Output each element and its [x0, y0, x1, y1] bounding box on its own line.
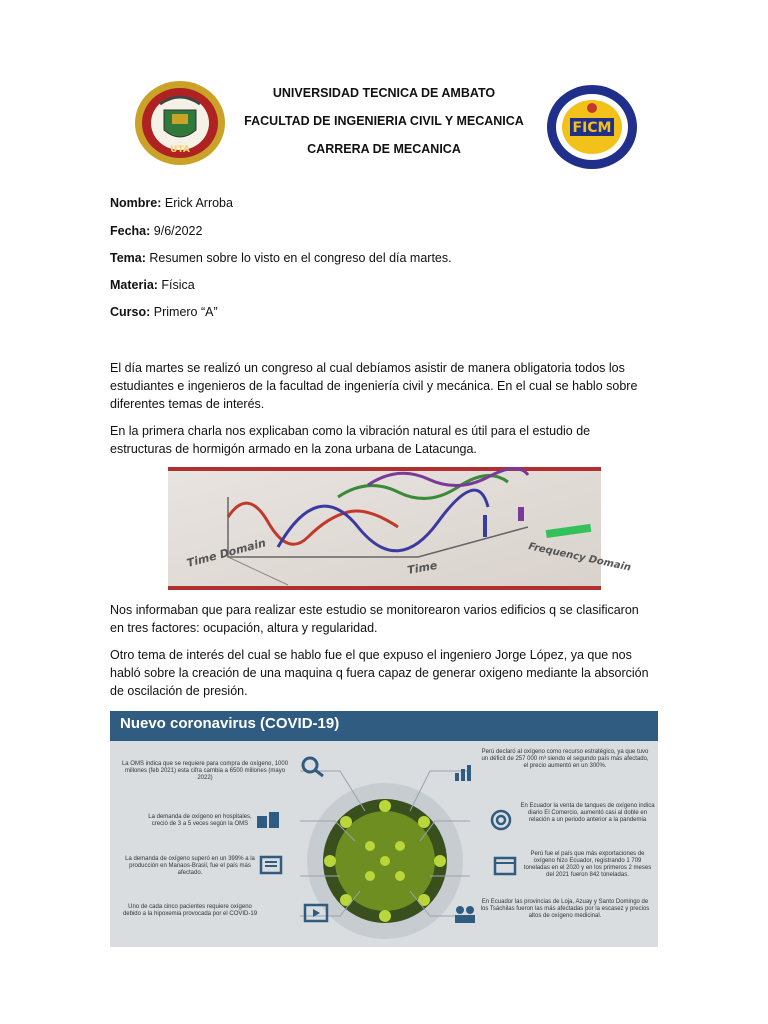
field-tema	[110, 251, 452, 265]
label-time-domain: Time Domain	[185, 536, 268, 570]
field-nombre-label: Nombre:	[110, 196, 162, 210]
ficm-seal-logo	[546, 84, 638, 170]
label-time: Time	[406, 558, 439, 577]
bar-chart-icon	[452, 761, 478, 783]
left-fact-2: La demanda de oxígeno en hospitales, creció de 3 a 5 veces según la OMS	[148, 814, 252, 827]
paragraph-first-talk: En la primera charla nos explicaban como la vibración natural es útil para el estudio de estructuras de hormigón armado en la zona urbana de Latacunga.	[110, 424, 591, 456]
right-fact-1: Perú declaró al oxígeno como recurso estratégico, ya que tuvo un déficit de 257 000 m³ siendo el segundo país más afectado, el precio aumentó en un 300%.	[481, 749, 649, 769]
hospital-staff-icon	[255, 808, 281, 830]
calendar-icon	[492, 854, 518, 876]
field-curso-label: Curso:	[110, 305, 151, 319]
ficm-seal-abbrev: FICM	[572, 120, 612, 136]
field-tema-value: Resumen sobre lo visto en el congreso del día martes.	[145, 251, 452, 265]
left-fact-4: Uno de cada cinco pacientes requiere oxígeno debido a la hipoxemia provocada por el COVID-19	[122, 904, 258, 917]
field-fecha	[110, 224, 202, 238]
magnifier-search-icon	[300, 755, 326, 777]
document-pages-icon	[258, 854, 284, 876]
right-fact-2: En Ecuador la venta de tanques de oxígeno indica diario El Comercio, aumentó casi al doble en relación a un periodo anterior a la pandemia	[520, 803, 655, 823]
right-fact-3: Perú fue el país que más exportaciones de oxígeno hizo Ecuador, registrando 1 709 toneladas en el 2020 y en los primeros 2 meses del 2021 fueron 842 toneladas.	[523, 851, 652, 878]
target-icon	[488, 809, 514, 831]
career-name: CARRERA DE MECANICA	[307, 142, 461, 156]
infographic-title: Nuevo coronavirus (COVID-19)	[120, 715, 340, 732]
field-fecha-value: 9/6/2022	[150, 224, 203, 238]
field-tema-label: Tema:	[110, 251, 146, 265]
time-frequency-domain-figure	[168, 467, 632, 590]
field-nombre-value: Erick Arroba	[161, 196, 233, 210]
faculty-name: FACULTAD DE INGENIERIA CIVIL Y MECANICA	[244, 114, 524, 128]
paragraph-oxygen-machine: Otro tema de interés del cual se hablo fue el que expuso el ingeniero Jorge López, ya que nos habló sobre la creación de una maquina q fuera capaz de generar oxigeno mediante la absorción de oscilación de presión.	[110, 648, 649, 698]
people-group-icon	[452, 903, 478, 925]
video-play-icon	[303, 902, 329, 924]
paragraph-buildings-study: Nos informaban que para realizar este estudio se monitorearon varios edificios q se clasificaron en tres factores: ocupación, altura y regularidad.	[110, 603, 639, 635]
field-curso	[110, 305, 218, 319]
university-name: UNIVERSIDAD TECNICA DE AMBATO	[272, 86, 496, 100]
field-curso-value: Primero “A”	[150, 305, 218, 319]
field-nombre	[110, 196, 233, 210]
left-fact-1: La OMS indica que se requiere para compra de oxígeno, 1000 millones (feb 2021) esta cifra cambia a 6500 millones (mayo 2022)	[121, 761, 289, 781]
right-fact-4: En Ecuador las provincias de Loja, Azuay y Santo Domingo de los Tsáchilas fueron las más afectadas por la escasez y precios altos de oxígeno medicinal.	[480, 899, 650, 919]
uta-seal-abbrev: UTA	[170, 145, 190, 155]
field-materia	[110, 278, 195, 292]
left-fact-3: La demanda de oxígeno superó en un 399% a la producción en Manaos-Brasil, fue el país más afectado.	[125, 856, 255, 876]
field-materia-value: Física	[157, 278, 195, 292]
field-fecha-label: Fecha:	[110, 224, 151, 238]
infographic-header-bar	[110, 711, 658, 741]
covid-infographic	[110, 711, 658, 947]
label-frequency-domain: Frequency Domain	[527, 541, 632, 574]
paragraph-intro: El día martes se realizó un congreso al cual debíamos asistir de manera obligatoria todos los estudiantes e ingenieros de la facultad de ingeniería civil y mecánica. En el cual se hablo sobre diferentes temas de interés.	[110, 361, 638, 411]
field-materia-label: Materia:	[110, 278, 158, 292]
